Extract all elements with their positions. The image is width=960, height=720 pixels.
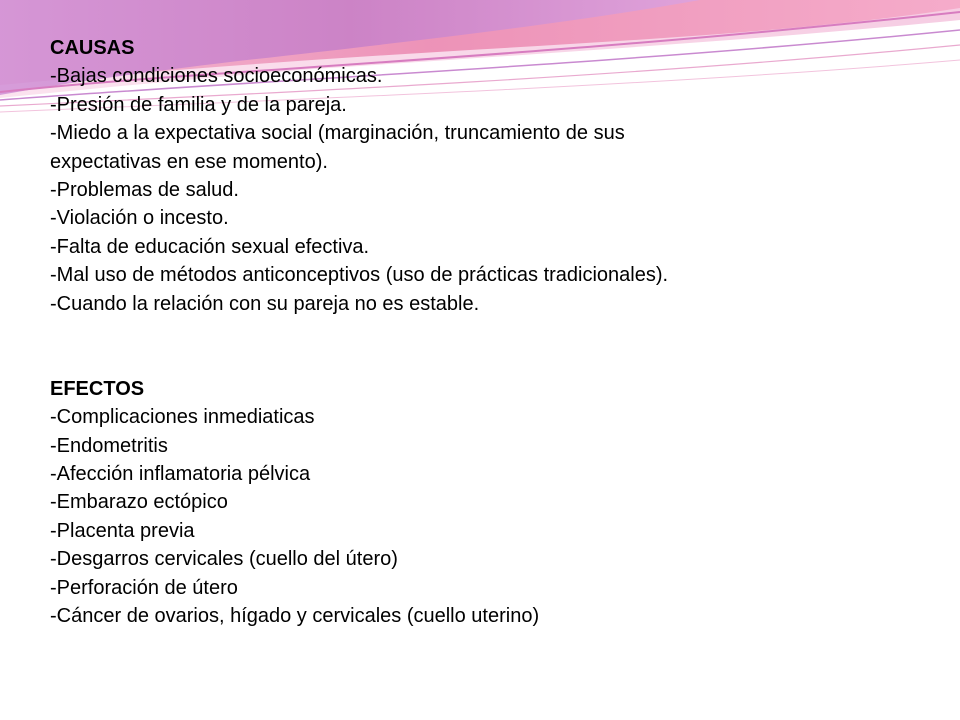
causas-item: -Falta de educación sexual efectiva.: [50, 235, 370, 258]
causas-item: -Violación o incesto.: [50, 207, 229, 230]
causas-item: expectativas en ese momento).: [50, 150, 328, 173]
efectos-item: -Afección inflamatoria pélvica: [50, 463, 311, 486]
causas-item: -Bajas condiciones socioeconómicas.: [50, 65, 383, 88]
slide-body: [50, 34, 930, 631]
efectos-item: -Embarazo ectópico: [50, 491, 228, 514]
efectos-item: -Complicaciones inmediaticas: [50, 406, 315, 429]
efectos-item: -Placenta previa: [50, 519, 195, 542]
efectos-item: -Endometritis: [50, 434, 168, 457]
causas-item: -Problemas de salud.: [50, 179, 239, 202]
causas-heading: CAUSAS: [50, 37, 135, 59]
causas-list: [50, 62, 930, 318]
section-spacer: [50, 318, 930, 375]
causas-item: -Mal uso de métodos anticonceptivos (uso de prácticas tradicionales).: [50, 264, 669, 287]
efectos-item: -Cáncer de ovarios, hígado y cervicales (cuello uterino): [50, 605, 540, 628]
causas-item: -Presión de familia y de la pareja.: [50, 93, 347, 116]
causas-item: -Miedo a la expectativa social (marginación, truncamiento de sus: [50, 122, 625, 145]
causas-item: -Cuando la relación con su pareja no es estable.: [50, 292, 480, 315]
efectos-item: -Perforación de útero: [50, 576, 238, 599]
efectos-list: [50, 403, 930, 630]
efectos-heading: EFECTOS: [50, 377, 145, 400]
efectos-item: -Desgarros cervicales (cuello del útero): [50, 548, 398, 571]
